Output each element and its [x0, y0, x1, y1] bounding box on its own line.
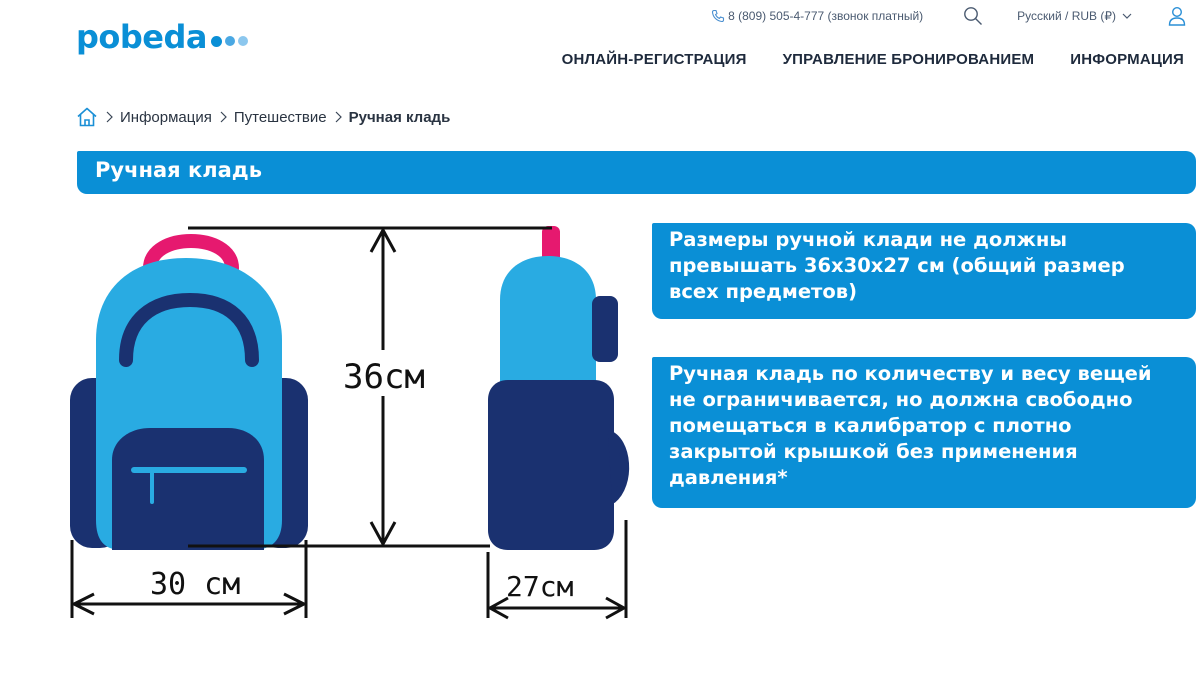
phone-number: 8 (809) 505-4-777 (звонок платный) — [728, 9, 924, 23]
user-icon — [1168, 6, 1186, 26]
breadcrumb-travel[interactable]: Путешествие — [233, 108, 327, 126]
main-nav — [526, 51, 1184, 68]
top-utility-bar — [711, 6, 1186, 26]
language-currency-value: Русский / RUB (₽) — [1017, 9, 1116, 23]
search-button[interactable] — [963, 6, 983, 26]
search-icon — [963, 6, 983, 26]
weight-rule-info-box — [652, 357, 1196, 508]
pobeda-logo[interactable] — [76, 18, 251, 56]
size-limit-info-box — [652, 223, 1196, 319]
phone-icon — [711, 9, 725, 23]
chevron-right-icon — [105, 111, 113, 123]
nav-online-checkin[interactable]: ОНЛАЙН-РЕГИСТРАЦИЯ — [561, 51, 747, 68]
backpack-side-icon — [488, 226, 625, 550]
nav-manage-booking[interactable]: УПРАВЛЕНИЕ БРОНИРОВАНИЕМ — [782, 51, 1035, 68]
breadcrumb-current: Ручная кладь — [348, 108, 451, 126]
language-currency-select[interactable] — [1017, 9, 1132, 23]
breadcrumb-home[interactable] — [76, 107, 98, 127]
weight-rule-text: Ручная кладь по количеству и весу вещей не ограничивается, но должна свободно помещаться в калибратор с плотно закрытой крышкой без применения давления* — [669, 362, 1152, 489]
phone-link[interactable] — [711, 9, 923, 23]
chevron-down-icon — [1122, 12, 1132, 20]
logo-text: pobeda — [76, 18, 207, 56]
nav-information[interactable]: ИНФОРМАЦИЯ — [1070, 51, 1184, 68]
height-label: 36см — [343, 357, 425, 397]
page-title-bar — [77, 151, 1196, 194]
chevron-right-icon — [334, 111, 342, 123]
page-title: Ручная кладь — [95, 158, 263, 182]
home-icon — [76, 107, 98, 127]
breadcrumb — [76, 107, 450, 127]
width-label: 30 см — [150, 567, 241, 602]
user-account-button[interactable] — [1168, 6, 1186, 26]
breadcrumb-information[interactable]: Информация — [120, 108, 212, 126]
chevron-right-icon — [219, 111, 227, 123]
backpack-front-icon — [70, 241, 308, 550]
size-limit-text: Размеры ручной клади не должны превышать 36х30х27 см (общий размер всех предметов) — [669, 228, 1125, 303]
backpack-dimensions-illustration — [60, 210, 645, 630]
logo-dots — [211, 36, 251, 47]
depth-label: 27см — [506, 570, 574, 603]
